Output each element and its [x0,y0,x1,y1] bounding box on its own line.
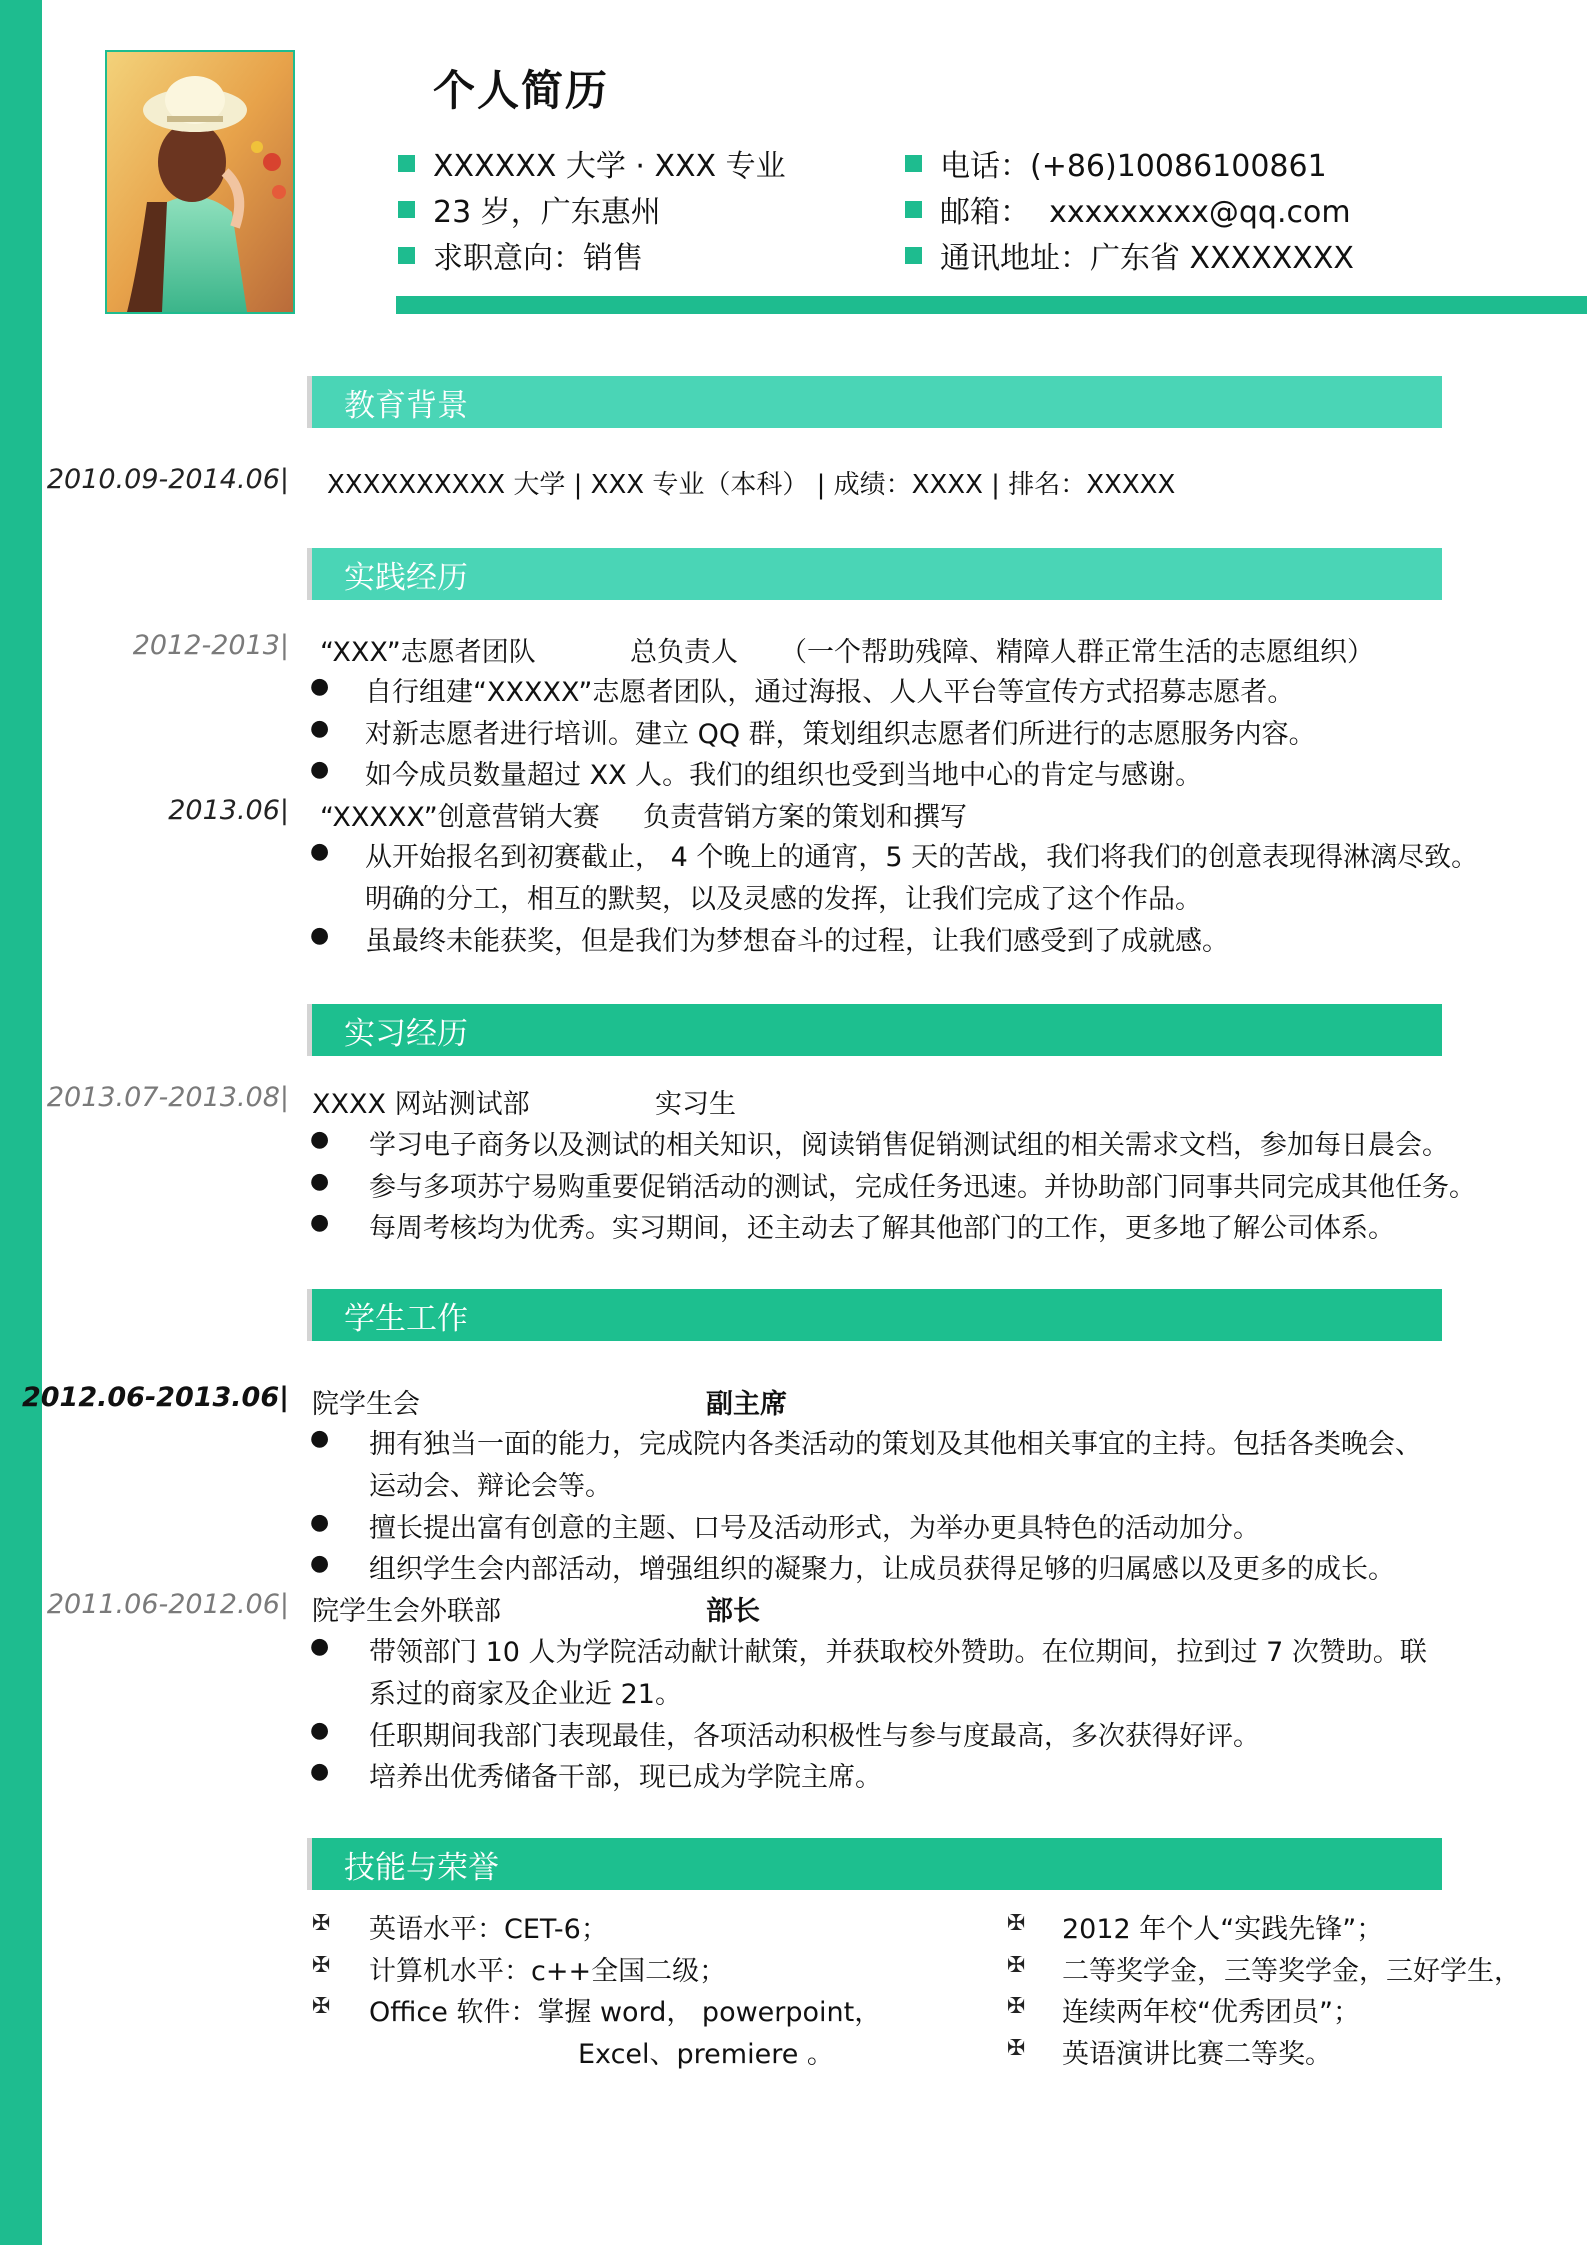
internship-date: 2013.07-2013.08| [46,1082,289,1113]
honor-item: 连续两年校“优秀团员”； [1062,1997,1360,2028]
info-job-intention: 求职意向：销售 [398,232,786,278]
bullet-dot-icon: ● [310,757,330,782]
info-age-location: 23 岁，广东惠州 [398,186,786,232]
list-item: 擅长提出富有创意的主题、口号及活动形式，为举办更具特色的活动加分。 [369,1513,1260,1544]
cross-bullet-icon: ✠ [1007,2036,1026,2061]
info-phone: 电话：(+86)10086100861 [905,140,1354,186]
square-bullet-icon [398,155,415,172]
education-detail: XXXXXXXXXX 大学 | XXX 专业（本科） | 成绩：XXXX | 排名：XXXXX [327,470,1176,500]
bullet-dot-icon: ● [310,1718,330,1743]
basic-info-right [905,140,1354,278]
list-item: 明确的分工，相互的默契，以及灵感的发挥，让我们完成了这个作品。 [365,884,1202,915]
bullet-dot-icon: ● [310,1759,330,1784]
bullet-dot-icon: ● [310,1634,330,1659]
cross-bullet-icon: ✠ [1007,1911,1026,1936]
cross-bullet-icon: ✠ [312,1994,331,2019]
profile-photo [105,50,295,314]
resume-title: 个人简历 [433,66,610,115]
skill-item: Excel、premiere 。 [578,2039,834,2070]
list-item: 带领部门 10 人为学院活动献计献策，并获取校外赞助。在位期间，拉到过 7 次赞助。联 [369,1637,1427,1668]
section-skills: 技能与荣誉 [307,1838,1442,1890]
bullet-dot-icon: ● [310,716,330,741]
bullet-dot-icon: ● [310,1127,330,1152]
skill-item: 计算机水平：c++全国二级； [369,1956,727,1987]
header-divider [396,296,1587,314]
section-education: 教育背景 [307,376,1442,428]
info-address: 通讯地址：广东省 XXXXXXXX [905,232,1354,278]
cross-bullet-icon: ✠ [312,1953,331,1978]
section-student-work: 学生工作 [307,1289,1442,1341]
honor-item: 二等奖学金，三等奖学金，三好学生， [1062,1956,1521,1987]
square-bullet-icon [905,155,922,172]
square-bullet-icon [905,201,922,218]
student-work-date: 2011.06-2012.06| [46,1589,289,1620]
honor-item: 2012 年个人“实践先锋”； [1062,1914,1384,1945]
bullet-dot-icon: ● [310,839,330,864]
info-email: 邮箱： xxxxxxxxx@qq.com [905,186,1354,232]
practice-date: 2013.06| [168,795,289,826]
list-item: 拥有独当一面的能力，完成院内各类活动的策划及其他相关事宜的主持。包括各类晚会、 [369,1429,1422,1460]
bullet-dot-icon: ● [310,1210,330,1235]
student-work-org: 院学生会外联部 [312,1596,501,1627]
square-bullet-icon [398,201,415,218]
skill-item: 英语水平：CET-6； [369,1914,608,1945]
list-item: 虽最终未能获奖，但是我们为梦想奋斗的过程，让我们感受到了成就感。 [365,926,1229,957]
list-item: 学习电子商务以及测试的相关知识，阅读销售促销测试组的相关需求文档，参加每日晨会。 [369,1130,1449,1161]
list-item: 系过的商家及企业近 21。 [369,1679,682,1710]
left-accent-bar [0,0,42,2245]
honor-item: 英语演讲比赛二等奖。 [1062,2039,1332,2070]
list-item: 自行组建“XXXXX”志愿者团队，通过海报、人人平台等宣传方式招募志愿者。 [365,677,1295,708]
practice-org: “XXXXX”创意营销大赛 [320,802,600,833]
student-work-date: 2012.06-2013.06| [21,1382,289,1413]
internship-org: XXXX 网站测试部 [312,1089,530,1120]
section-internship: 实习经历 [307,1004,1442,1056]
practice-org: “XXX”志愿者团队 [320,637,536,668]
education-date: 2010.09-2014.06| [46,464,289,495]
square-bullet-icon [398,247,415,264]
list-item: 培养出优秀储备干部，现已成为学院主席。 [369,1762,882,1793]
bullet-dot-icon: ● [310,674,330,699]
list-item: 对新志愿者进行培训。建立 QQ 群，策划组织志愿者们所进行的志愿服务内容。 [365,719,1316,750]
internship-role: 实习生 [655,1089,736,1120]
bullet-dot-icon: ● [310,1426,330,1451]
list-item: 组织学生会内部活动，增强组织的凝聚力，让成员获得足够的归属感以及更多的成长。 [369,1554,1395,1585]
practice-note: （一个帮助残障、精障人群正常生活的志愿组织） [780,637,1374,668]
skill-item: Office 软件：掌握 word， powerpoint， [369,1997,882,2028]
practice-date: 2012-2013| [132,630,289,661]
cross-bullet-icon: ✠ [312,1911,331,1936]
cross-bullet-icon: ✠ [1007,1994,1026,2019]
list-item: 运动会、辩论会等。 [369,1471,612,1502]
practice-role: 总负责人 [630,637,738,668]
section-practice: 实践经历 [307,548,1442,600]
student-work-org: 院学生会 [312,1389,420,1420]
info-school: XXXXXX 大学 · XXX 专业 [398,140,786,186]
student-work-role: 部长 [706,1596,760,1627]
bullet-dot-icon: ● [310,923,330,948]
square-bullet-icon [905,247,922,264]
bullet-dot-icon: ● [310,1169,330,1194]
bullet-dot-icon: ● [310,1551,330,1576]
list-item: 参与多项苏宁易购重要促销活动的测试，完成任务迅速。并协助部门同事共同完成其他任务。 [369,1172,1476,1203]
list-item: 如今成员数量超过 XX 人。我们的组织也受到当地中心的肯定与感谢。 [365,760,1203,791]
basic-info-left [398,140,786,278]
list-item: 任职期间我部门表现最佳，各项活动积极性与参与度最高，多次获得好评。 [369,1721,1260,1752]
cross-bullet-icon: ✠ [1007,1953,1026,1978]
student-work-role: 副主席 [706,1389,787,1420]
bullet-dot-icon: ● [310,1510,330,1535]
list-item: 每周考核均为优秀。实习期间，还主动去了解其他部门的工作，更多地了解公司体系。 [369,1213,1395,1244]
list-item: 从开始报名到初赛截止， 4 个晚上的通宵，5 天的苦战，我们将我们的创意表现得淋漓尽致。 [365,842,1479,873]
practice-role: 负责营销方案的策划和撰写 [643,802,967,833]
